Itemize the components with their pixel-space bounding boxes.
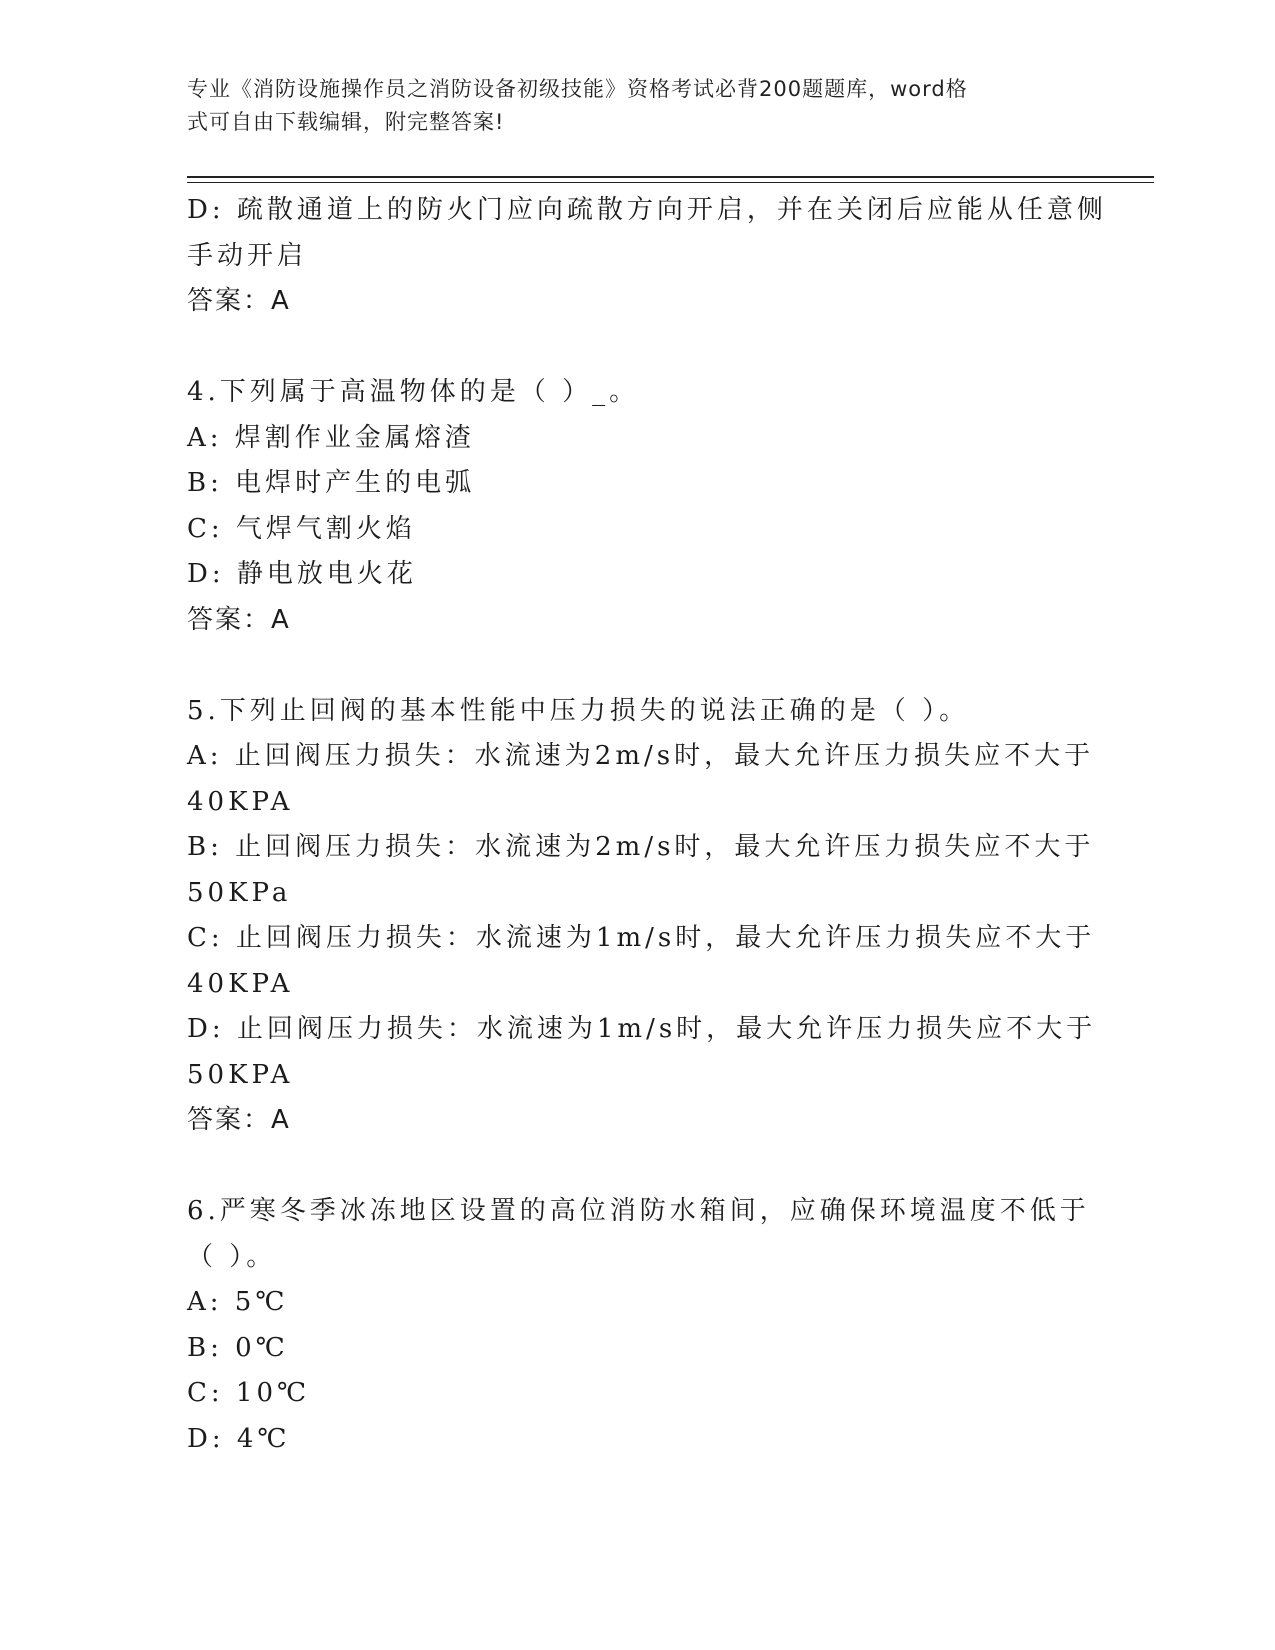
header-divider-thin bbox=[187, 182, 1154, 183]
option-b-continuation: 50KPa bbox=[187, 877, 292, 908]
option-c-continuation: 40KPA bbox=[187, 968, 294, 999]
spacer bbox=[187, 325, 1077, 371]
option-d: D: 4℃ bbox=[187, 1423, 291, 1454]
option-d: D: 静电放电火花 bbox=[187, 559, 417, 589]
question-stem: 5.下列止回阀的基本性能中压力损失的说法正确的是（ ）。 bbox=[187, 695, 970, 726]
header-line-1: 专业《消防设施操作员之消防设备初级技能》资格考试必背200题题库，word格 bbox=[187, 77, 968, 101]
option-a: A: 5℃ bbox=[187, 1287, 289, 1317]
option-d: D: 止回阀压力损失：水流速为1m/s时，最大允许压力损失应不大于 bbox=[187, 1014, 1097, 1044]
header-line-2: 式可自由下载编辑，附完整答案! bbox=[187, 110, 505, 134]
answer-line: 答案：A bbox=[187, 1105, 291, 1135]
option-c: C: 10℃ bbox=[187, 1378, 311, 1408]
option-d-continuation: 50KPA bbox=[187, 1059, 294, 1090]
option-d-continuation: 手动开启 bbox=[187, 240, 308, 271]
option-b: B: 电焊时产生的电弧 bbox=[187, 468, 476, 498]
question-4 bbox=[187, 370, 1077, 643]
question-stem: 4.下列属于高温物体的是（ ）_。 bbox=[187, 377, 640, 407]
header-divider-thick bbox=[187, 176, 1154, 178]
option-a: A: 止回阀压力损失：水流速为2m/s时，最大允许压力损失应不大于 bbox=[187, 741, 1095, 771]
question-list bbox=[187, 188, 1107, 1462]
option-a: A: 焊割作业金属熔渣 bbox=[187, 422, 475, 453]
answer-line: 答案：A bbox=[187, 286, 291, 316]
question-stem-continuation: （ ）。 bbox=[187, 1241, 277, 1272]
document-header bbox=[187, 73, 1067, 139]
option-c: C: 气焊气割火焰 bbox=[187, 513, 416, 544]
option-a-continuation: 40KPA bbox=[187, 786, 294, 817]
question-3-tail bbox=[187, 188, 1107, 325]
option-d-line: D: 疏散通道上的防火门应向疏散方向开启，并在关闭后应能从任意侧 bbox=[187, 195, 1107, 225]
spacer bbox=[187, 1144, 1077, 1190]
option-b: B: 0℃ bbox=[187, 1332, 289, 1363]
spacer bbox=[187, 643, 1077, 689]
answer-line: 答案：A bbox=[187, 604, 291, 635]
option-c: C: 止回阀压力损失：水流速为1m/s时，最大允许压力损失应不大于 bbox=[187, 923, 1096, 953]
question-5 bbox=[187, 689, 1097, 1144]
question-6 bbox=[187, 1189, 1090, 1462]
question-stem: 6.严寒冬季冰冻地区设置的高位消防水箱间，应确保环境温度不低于 bbox=[187, 1196, 1090, 1226]
option-b: B: 止回阀压力损失：水流速为2m/s时，最大允许压力损失应不大于 bbox=[187, 832, 1095, 862]
